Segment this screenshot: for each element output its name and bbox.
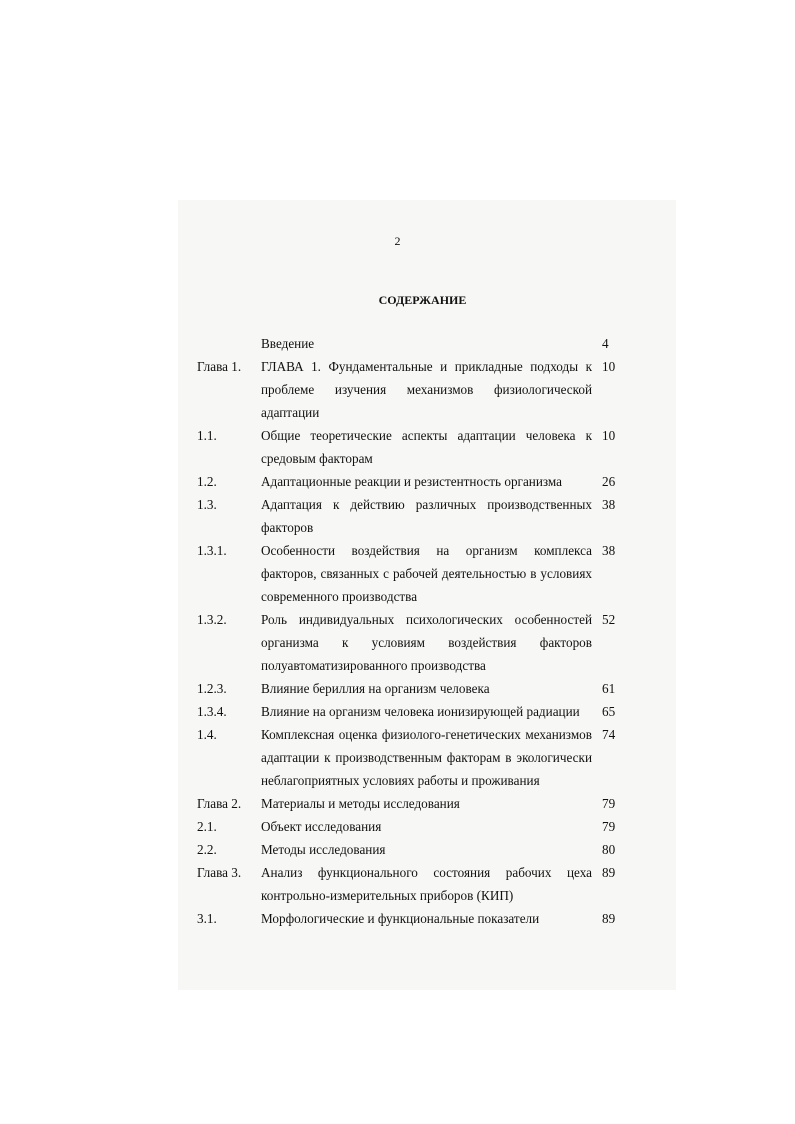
- toc-entry-number: 1.3.2.: [197, 612, 227, 627]
- toc-entry-title: Влияние бериллия на организм человека: [261, 681, 490, 696]
- toc-entry: [197, 907, 617, 930]
- toc-entry: [197, 815, 617, 838]
- page-title: СОДЕРЖАНИЕ: [378, 293, 467, 307]
- toc-entry-title: Материалы и методы исследования: [261, 796, 460, 811]
- toc-entry: [197, 700, 617, 723]
- toc-entry-title: Морфологические и функциональные показатели: [261, 911, 540, 926]
- toc-entry-title: Адаптационные реакции и резистентность организма: [261, 474, 563, 489]
- toc-entry: [197, 355, 617, 424]
- toc-entry-title: Введение: [261, 336, 315, 351]
- toc-entry: [197, 723, 617, 792]
- toc-entry: [197, 539, 617, 608]
- toc-entry-page: 89: [602, 911, 616, 926]
- toc-entry: [197, 608, 617, 677]
- toc-entry-title: Комплексная оценка физиолого-генетических механизмов адаптации к производственным факторам в экологически неблагоприятных условиях работы и проживания: [261, 727, 592, 788]
- toc-entry-number: Глава 3.: [197, 865, 242, 880]
- page-number: 2: [394, 234, 401, 248]
- toc-entry-page: 4: [602, 336, 609, 351]
- toc-entry: [197, 493, 617, 539]
- toc-entry-number: 3.1.: [197, 911, 217, 926]
- toc-entry-number: 2.1.: [197, 819, 217, 834]
- toc-entry: [197, 838, 617, 861]
- toc-entry: [197, 332, 617, 355]
- toc-entry-number: 1.3.4.: [197, 704, 227, 719]
- toc-entry-title: Анализ функционального состояния рабочих цеха контрольно-измерительных приборов (КИП): [261, 865, 592, 903]
- toc-entry-number: Глава 2.: [197, 796, 242, 811]
- toc-entry-number: 2.2.: [197, 842, 217, 857]
- toc-entry-number: 1.3.1.: [197, 543, 227, 558]
- toc-entry-page: 52: [602, 612, 616, 627]
- toc-entry-page: 61: [602, 681, 616, 696]
- toc-entry-number: [197, 332, 261, 355]
- toc-entry-page: 89: [602, 865, 616, 880]
- toc-entry-page: 65: [602, 704, 616, 719]
- toc-entry-page: 38: [602, 497, 616, 512]
- toc-entry: [197, 424, 617, 470]
- toc-entry-title: Общие теоретические аспекты адаптации человека к средовым факторам: [261, 428, 592, 466]
- toc-entry-title: Методы исследования: [261, 842, 386, 857]
- table-of-contents: [197, 332, 617, 930]
- toc-entry-title: Влияние на организм человека ионизирующей радиации: [261, 704, 580, 719]
- toc-entry-page: 10: [602, 428, 616, 443]
- toc-entry-number: 1.2.: [197, 474, 217, 489]
- toc-entry-number: 1.2.3.: [197, 681, 227, 696]
- toc-entry-title: Объект исследования: [261, 819, 382, 834]
- toc-entry-page: 26: [602, 474, 616, 489]
- toc-entry: [197, 470, 617, 493]
- toc-entry-title: Особенности воздействия на организм комплекса факторов, связанных с рабочей деятельностью в условиях современного производства: [261, 543, 592, 604]
- toc-entry: [197, 861, 617, 907]
- toc-entry-title: Роль индивидуальных психологических особенностей организма к условиям воздействия факторов полуавтоматизированного производства: [261, 612, 592, 673]
- toc-entry-title: Адаптация к действию различных производственных факторов: [261, 497, 592, 535]
- toc-entry-page: 10: [602, 359, 616, 374]
- toc-entry-number: 1.4.: [197, 727, 217, 742]
- toc-entry-page: 79: [602, 796, 616, 811]
- toc-entry-title: ГЛАВА 1. Фундаментальные и прикладные подходы к проблеме изучения механизмов физиологической адаптации: [261, 359, 592, 420]
- toc-entry-number: Глава 1.: [197, 359, 242, 374]
- toc-entry-page: 79: [602, 819, 616, 834]
- toc-entry: [197, 792, 617, 815]
- toc-entry-number: 1.3.: [197, 497, 217, 512]
- toc-entry-page: 80: [602, 842, 616, 857]
- toc-entry-page: 38: [602, 543, 616, 558]
- toc-entry-number: 1.1.: [197, 428, 217, 443]
- toc-entry: [197, 677, 617, 700]
- toc-entry-page: 74: [602, 727, 616, 742]
